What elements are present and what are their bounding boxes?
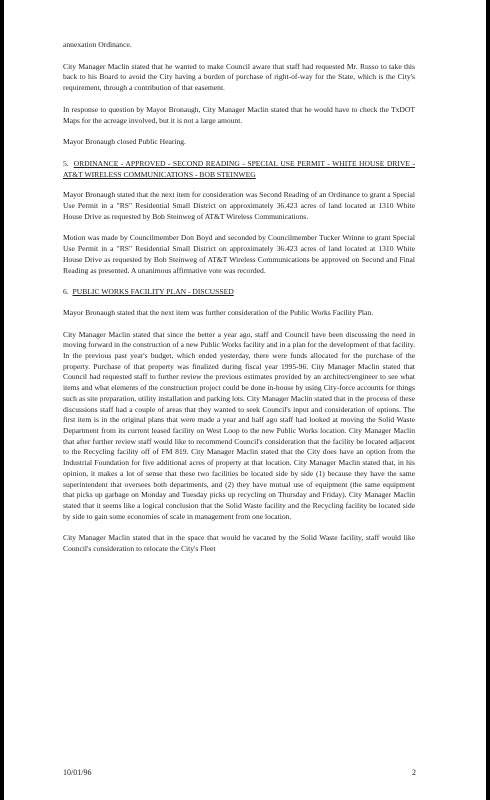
item-number: 6. xyxy=(63,287,69,297)
page-content xyxy=(63,40,415,566)
paragraph: City Manager Maclin stated that since the better a year ago, staff and Council have been discussing the need in moving forward in the construction of a new Public Works facility and in a plan for the development of that facility. In the previous past year's budget, which ended yesterday, there were funds allocated for the purchase of the property. Purchase of that property was finalized during fiscal year 1995-96. City Manager Maclin stated that Council had requested staff to further review the previous estimates provided by an architect/engineer to see what items and what elements of the construction project could be done in-house by using City-force accounts for things such as site preparation, utility installation and parking lots. City Manager Maclin stated that in the process of these discussions staff had a couple of areas that they wanted to seek Council's input and consideration of options. The first item is in the original plans that were made a year and half ago staff had looked at moving the Solid Waste Department from its current leased facility on West Loop to the new Public Works location. City Manager Maclin that after further review staff would like to recommend Council's consideration that the facility be located adjacent to the Recycling facility off of FM 819. City Manager Maclin stated that the City does have an option from the Industrial Foundation for five additional acres of property at that location. City Manager Maclin stated that, in his opinion, it makes a lot of sense that these two facilities be located side by side (1) because they have the same superintendent that oversees both departments, and (2) they have mutual use of equipment (the same equipment that picks up garbage on Monday and Tuesday picks up recycling on Thursday and Friday). City Manager Maclin stated that it seems like a logical conclusion that the Solid Waste facility and the Recycling facility be located side by side to gain some economies of scale in management from one location. xyxy=(63,329,415,521)
paragraph: In response to question by Mayor Bronaugh, City Manager Maclin stated that he would have to check the TxDOT Maps for the acreage involved, but it is not a large amount. xyxy=(63,104,415,125)
paragraph: City Manager Maclin stated that in the space that would be vacated by the Solid Waste facility, staff would like Council's consideration to relocate the City's Fleet xyxy=(63,533,415,554)
paragraph: Mayor Bronaugh closed Public Hearing. xyxy=(63,137,186,147)
item-6-heading xyxy=(63,287,415,298)
item-title: ORDINANCE - APPROVED - SECOND READING - SPECIAL USE PERMIT - WHITE HOUSE DRIVE - AT&T WIRELESS COMMUNICATIONS - BOB STEINWEG xyxy=(63,158,416,179)
item-5-heading xyxy=(63,159,415,180)
document-page xyxy=(4,0,486,800)
paragraph: Mayor Bronaugh stated that the next item for consideration was Second Reading of an Ordinance to grant a Special Use Permit in a "RS" Residential Small District on approximately 36.423 acres of land located at 1310 White House Drive as requested by Bob Steinweg of AT&T Wireless Communications. xyxy=(63,190,415,221)
item-number: 5. xyxy=(63,158,69,168)
item-title: PUBLIC WORKS FACILITY PLAN - DISCUSSED xyxy=(72,287,234,297)
paragraph: City Manager Maclin stated that he wanted to make Council aware that staff had requested Mr. Russo to take this back to his Board to avoid the City having a burden of purchase of right-of-way for the State, which is the City's requirement, through a contribution of that easement. xyxy=(63,61,415,93)
footer-date: 10/01/96 xyxy=(63,768,92,777)
page-number: 2 xyxy=(412,768,416,777)
paragraph: Mayor Bronaugh stated that the next item was further consideration of the Public Works Facility Plan. xyxy=(63,307,374,317)
paragraph: Motion was made by Councilmember Don Boyd and seconded by Councilmember Tucker Wrinne to grant Special Use Permit in a "RS" Residential Small District on approximately 36.423 acres of land located at 1310 White House Drive as requested by Bob Steinweg of AT&T Wireless Communications be approved on Second and Final Reading as presented. A unanimous affirmative vote was recorded. xyxy=(63,233,415,275)
paragraph: annexation Ordinance. xyxy=(63,40,132,49)
page-footer xyxy=(63,768,416,777)
